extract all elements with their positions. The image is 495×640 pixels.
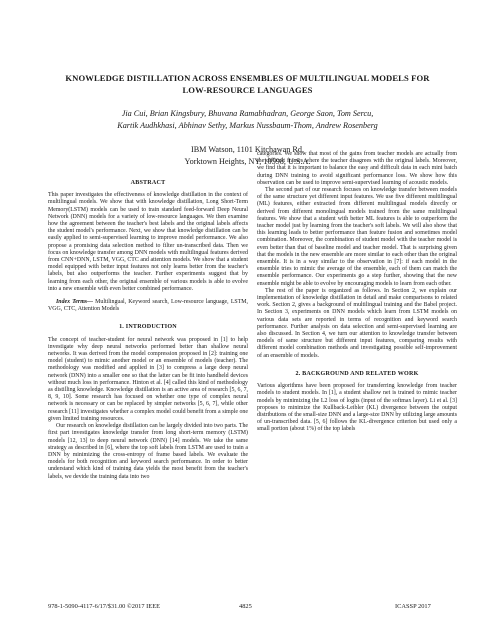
intro-heading: 1. INTRODUCTION bbox=[119, 324, 177, 331]
author-list bbox=[40, 108, 455, 131]
intro-paragraph-1: The concept of teacher-student for neural network was proposed in [1] to help investigate why deep neural networks performed better than shallow neural networks. It was derived from the model compression proposed in [2]: training one model (student) to mimic another model or an ensemble of models (teacher). The methodology was modified and applied in [3] to compress a large deep neural network (DNN) into a smaller one so that the latter can be fit into handheld devices without much loss in performance. Hinton et al. [4] called this kind of methodology as distilling knowledge. Knowledge distillation is an active area of research [5, 6, 7, 8, 9, 10]. Some research has focused on whether one type of complex neural network is necessary or can be replaced by simpler networks [5, 6, 7], while other research [11] investigates whether a complex model could benefit from a simple one given limited training resources. bbox=[48, 336, 248, 422]
right-paragraph-3: The rest of the paper is organized as follows. In Section 2, we explain our implementation of knowledge distillation in detail and make comparisons to related work. Section 2, gives a background of multilingual training and the Babel project. In Section 3, experiments on DNN models which learn from LSTM models on various data sets are reported in terms of recognition and keyword search performance. Further analysis on data selection and semi-supervised learning are also discussed. In Section 4, we turn our attention to knowledge transfer between models of same structure but different input features, comparing results with different model combination methods and investigating possible self-improvement of an ensemble of models. bbox=[257, 287, 457, 359]
right-paragraph-1: categories. We show that most of the gains from teacher models are actually from the difficult frames where the teacher disagrees with the original labels. Moreover, we find that it is important to balance the easy and difficult data in each mini batch during DNN training to avoid significant performance loss. We show how this observation can be used to improve semi-supervised learning of acoustic models. bbox=[257, 151, 457, 186]
authors-line-1: Jia Cui, Brian Kingsbury, Bhuvana Ramabhadran, George Saon, Tom Sercu, bbox=[121, 109, 374, 118]
index-terms-text: Multilingual, Keyword search, Low-resource language, LSTM, VGG, CTC, Attention Models bbox=[48, 299, 249, 313]
right-paragraph-2: The second part of our research focuses on knowledge transfer between models of the same structure yet different input features. We use five different multilingual (ML) features, either extracted from different multilingual models directly or derived from different monolingual models trained from the same multilingual features. We show that a student with better ML features is able to outperform the teacher model just by learning from the teacher's soft labels. We will also show that this learning leads to better performance than feature fusion and sometimes model combination. Moreover, the combination of student model with the teacher model is even better than that of baseline model and teacher model. That is surprising given that the models in the new ensemble are more similar to each other than the original ensemble. It is in a way similar to the observation in [7]: if each model in the ensemble tries to mimic the average of the ensemble, each of them can match the ensemble performance. Our experiments go a step further, showing that the new ensemble might be able to evolve by encouraging models to learn from each other. bbox=[257, 187, 457, 287]
footer-isbn: 978-1-5090-4117-6/17/$31.00 ©2017 IEEE bbox=[48, 603, 161, 610]
footer-venue: ICASSP 2017 bbox=[395, 603, 431, 610]
background-paragraph-1: Various algorithms have been proposed for transferring knowledge from teacher models to student models. In [1], a student shallow net is trained to mimic teacher models by minimizing the L2 loss of logits (input of the softmax layer). Li et al. [3] proposes to minimize the Kullback-Leibler (KL) divergence between the output distributions of the small-size DNN and a large-size DNN by utilizing large amounts of un-transcribed data. [5, 6] follows the KL-divergence criterion but used only a small portion (about 1%) of the top labels bbox=[257, 383, 457, 433]
right-column bbox=[257, 151, 457, 434]
index-terms-label: Index Terms— bbox=[56, 299, 93, 306]
authors-line-2: Kartik Audhkhasi, Abhinav Sethy, Markus Nussbaum-Thom, Andrew Rosenberg bbox=[117, 120, 378, 130]
index-terms bbox=[48, 299, 248, 313]
affiliation-line-2: Yorktown Heights, NY, 10598, U.S.A. bbox=[184, 156, 311, 166]
affiliation-line-1: IBM Watson, 1101 Kitchawan Rd, bbox=[190, 145, 305, 154]
left-column bbox=[48, 180, 248, 481]
footer-page-number: 4825 bbox=[239, 603, 252, 610]
abstract-text: This paper investigates the effectiveness of knowledge distillation in the context of multilingual models. We show that with knowledge distillation, Long Short-Term Memory(LSTM) models can be used to train standard feed-forward Deep Neural Network (DNN) models for a variety of low-resource languages. We then examine how the agreement between the teacher's best labels and the original labels affects the student model's performance. Next, we show that knowledge distillation can be easily applied to semi-supervised learning to improve model performance. We also propose a promising data selection method to filter un-transcribed data. Then we focus on knowledge transfer among DNN models with multilingual features derived from CNN+DNN, LSTM, VGG, CTC and attention models. We show that a student model equipped with better input features not only learns better from the teacher's labels, but also outperforms the teacher. Further experiments suggest that by learning from each other, the original ensemble of various models is able to evolve into a new ensemble with even better combined performance. bbox=[48, 192, 248, 292]
abstract-heading: ABSTRACT bbox=[130, 180, 166, 186]
intro-paragraph-2: Our research on knowledge distillation can be largely divided into two parts. The first part investigates knowledge transfer from long short-term memory (LSTM) models [12, 13] to deep neural network (DNN) [14] models. We take the same strategy as described in [6], where the top soft labels from LSTM are used to train a DNN by minimizing the cross-entropy of frame based labels. We evaluate the models for both recognition and keyword search performance. In order to better understand which kind of training data yields the most benefit from the teacher's labels, we devide the training data into two bbox=[48, 423, 248, 480]
background-heading: 2. BACKGROUND AND RELATED WORK bbox=[295, 370, 419, 377]
title-line-2: LOW-RESOURCE LANGUAGES bbox=[182, 84, 313, 95]
paper-title bbox=[40, 73, 455, 96]
title-line-1: KNOWLEDGE DISTILLATION ACROSS ENSEMBLES OF MULTILINGUAL MODELS FOR bbox=[65, 73, 430, 83]
